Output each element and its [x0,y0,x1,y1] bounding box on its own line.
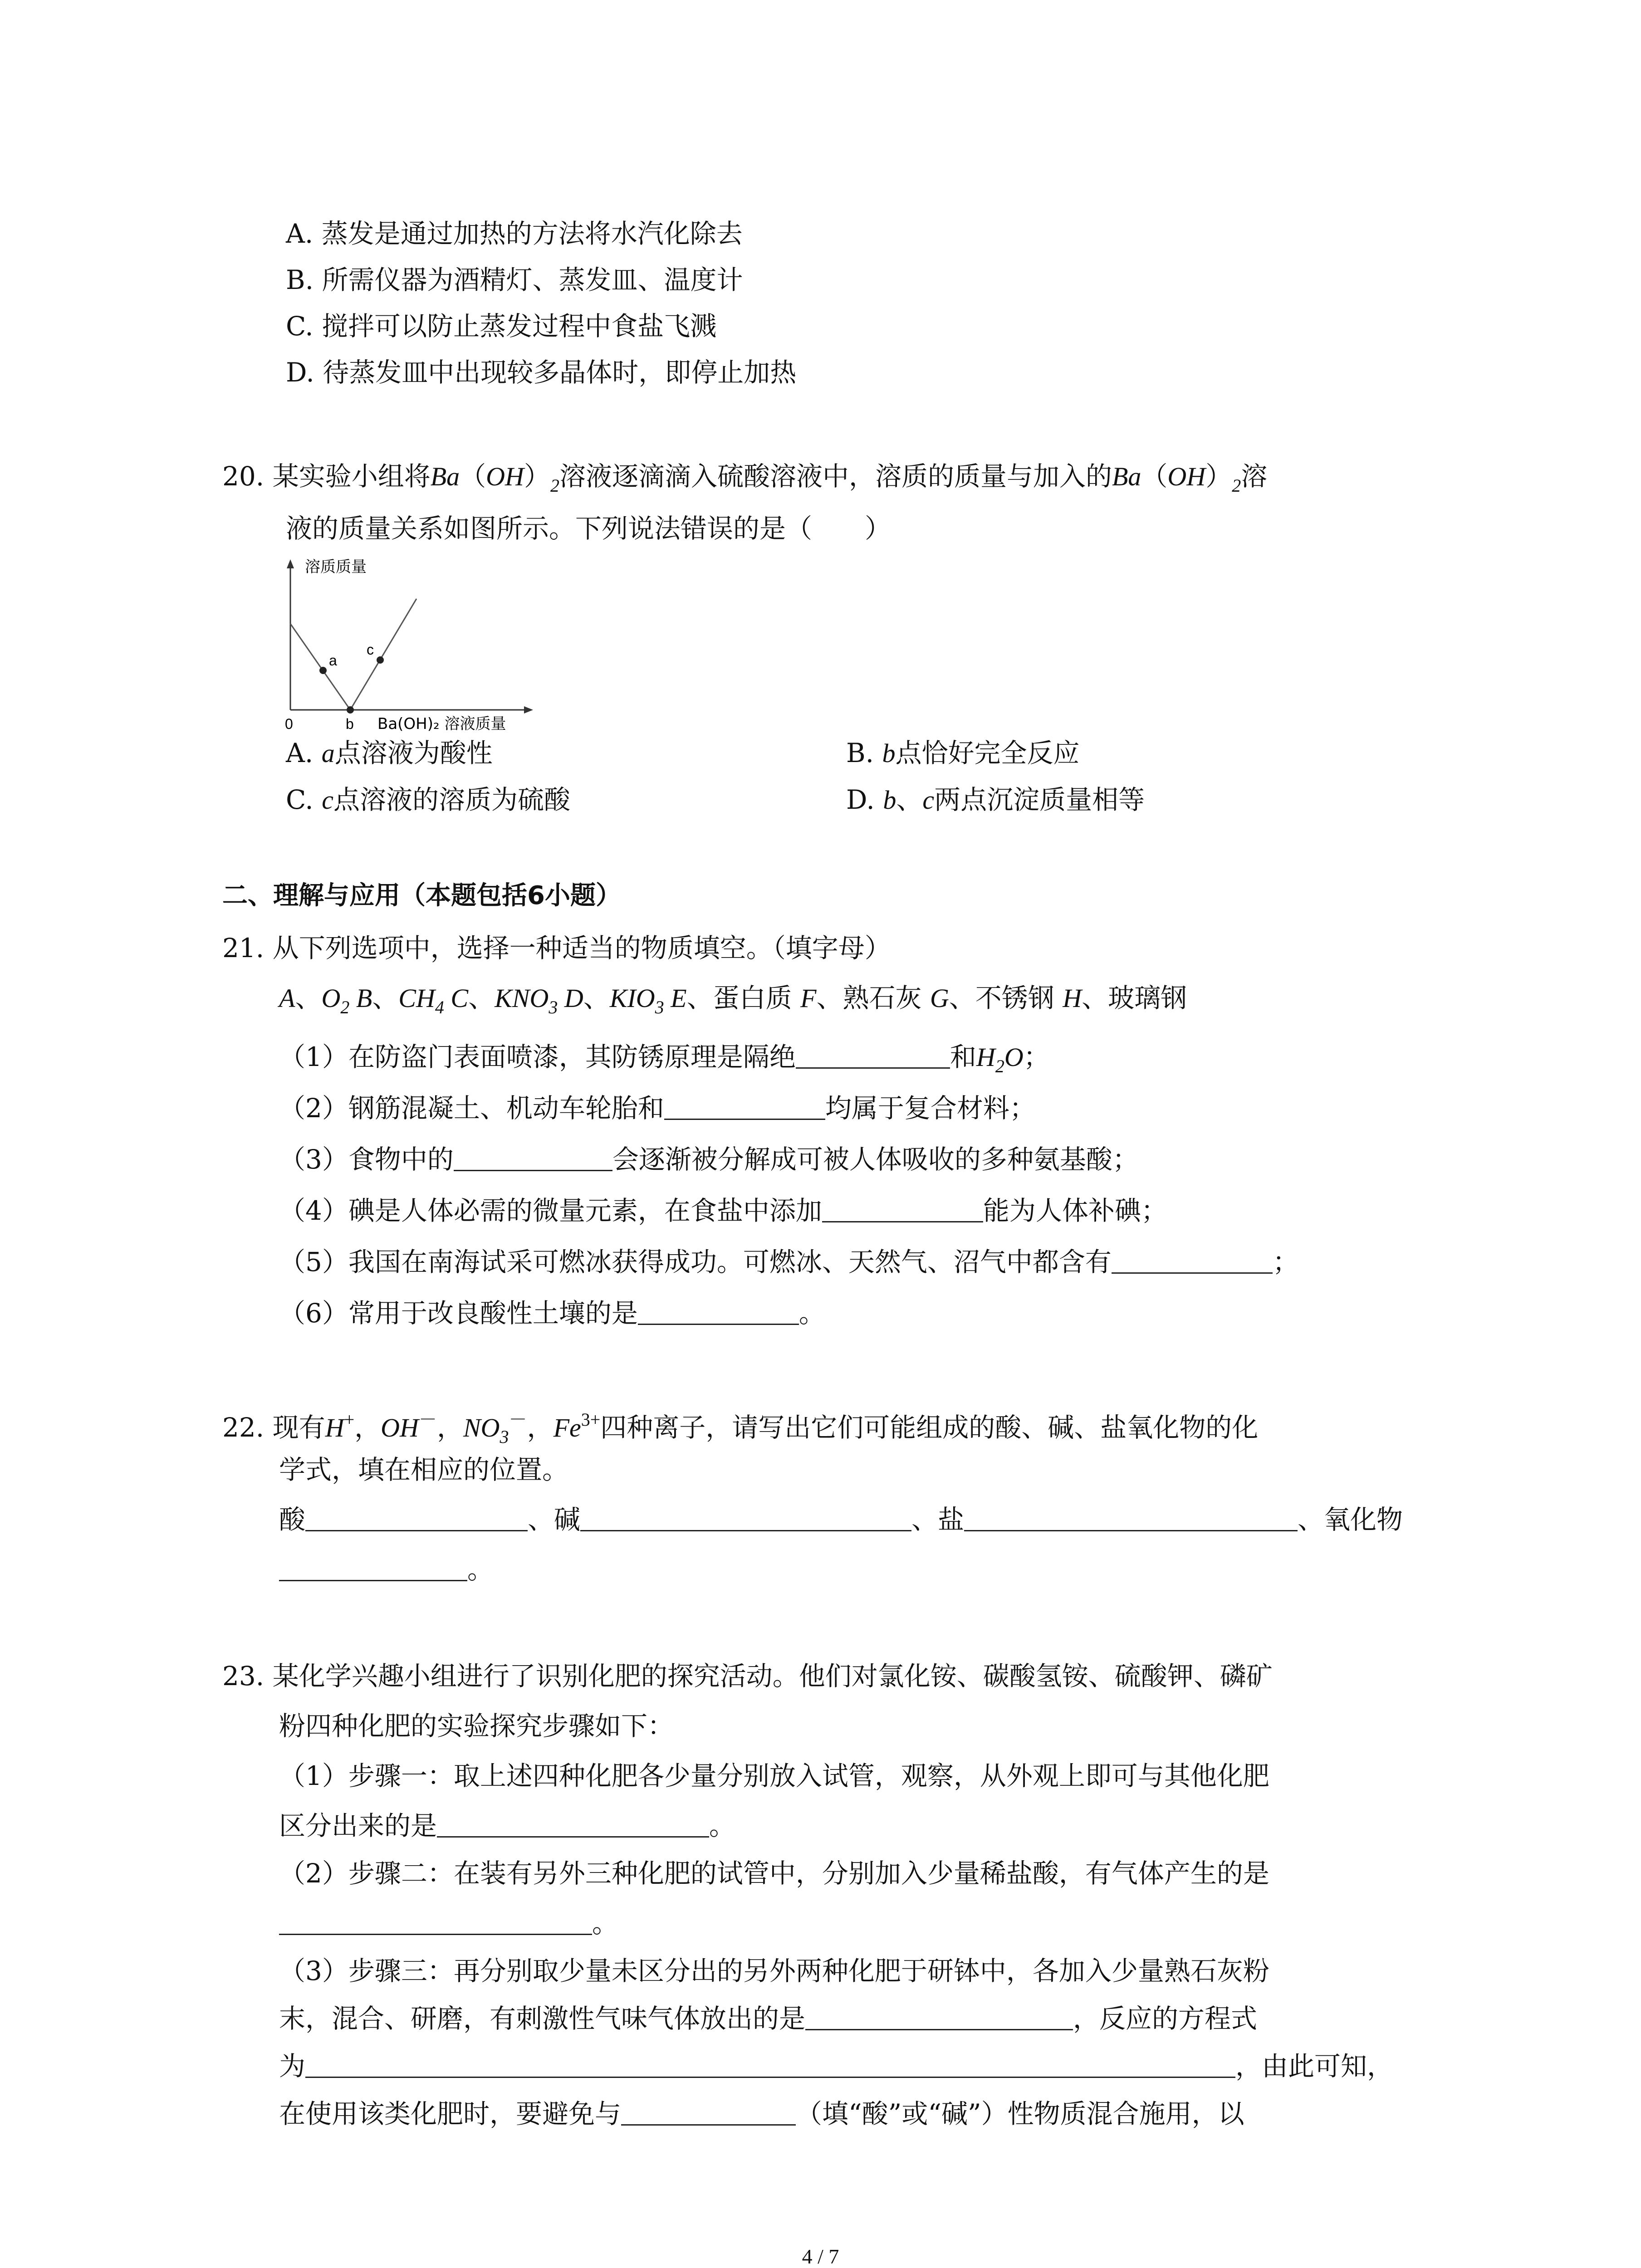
answer-blank[interactable] [454,1143,612,1171]
q23-stem-line2: 粉四种化肥的实验探究步骤如下： [279,1711,674,1741]
question-number: 22. [222,1412,265,1443]
solute-mass-curve [290,599,416,710]
question-number: 21. [222,933,265,963]
q21-part5: （5）我国在南海试采可燃冰获得成功。可燃冰、天然气、沼气中都含有 ； [279,1244,1299,1280]
section-heading: 二、理解与应用（本题包括6小题） [222,881,621,910]
q20-stem-line2: 液的质量关系如图所示。下列说法错误的是（ ） [286,513,892,544]
label-c: c [367,641,374,658]
label-origin: 0 [285,716,293,732]
q21-part4: （4）碘是人体必需的微量元素，在食盐中添加 能为人体补碘； [279,1193,1167,1229]
q21-part2: （2）钢筋混凝土、机动车轮胎和 均属于复合材料； [279,1090,1036,1126]
question-number: 23. [222,1661,265,1691]
q19-option-c: C. 搅拌可以防止蒸发过程中食盐飞溅 [286,311,717,342]
q21-part3: （3）食物中的 会逐渐被分解成可被人体吸收的多种氨基酸； [279,1141,1139,1178]
equation-blank[interactable] [305,2049,1235,2078]
q21-stem: 21. 从下列选项中，选择一种适当的物质填空。（填字母） [222,933,891,963]
q19-option-d: D. 待蒸发皿中出现较多晶体时，即停止加热 [286,357,797,388]
q22-stem-line1: 22. 现有H+，OH－，$NO_3^-$，$Fe^{3+}$四种离子，请写出它们可能组成的酸、碱、盐氧化物的化 [222,1409,1259,1447]
point-a [319,667,327,674]
label-a: a [329,652,337,669]
q20-stem-line1: 20. 某实验小组将$Ba(OH)_2$溶液逐滴滴入硫酸溶液中，溶质的质量与加入的$Ba(OH)_2$溶 [222,461,1268,496]
answer-blank[interactable] [1112,1245,1273,1274]
q20-option-d: D. b、c两点沉淀质量相等 [846,784,1145,815]
point-c [377,656,384,664]
q21-part1: （1）在防盗门表面喷漆，其防锈原理是隔绝 和$H_2O$； [279,1039,1050,1085]
q22-stem-line2: 学式，填在相应的位置。 [279,1454,569,1485]
salt-blank[interactable] [964,1503,1298,1531]
question-number: 20. [222,461,265,492]
y-axis-arrow [287,559,294,568]
q19-option-b: B. 所需仪器为酒精灯、蒸发皿、温度计 [286,264,743,295]
point-b [347,706,354,714]
q22-answers: 酸 、碱 、盐 、氧化物 [279,1501,1403,1538]
q23-step2-line2: 。 [279,1905,618,1941]
q20-option-a: A. a点溶液为酸性 [286,738,493,768]
acid-blank[interactable] [305,1503,528,1531]
q23-step1-line1: （1）步骤一：取上述四种化肥各少量分别放入试管，观察，从外观上即可与其他化肥 [279,1760,1269,1791]
q23-step3-line3: 为 ，由此可知， [279,2048,1393,2084]
q23-step3-line1: （3）步骤三：再分别取少量未区分出的另外两种化肥于研钵中，各加入少量熟石灰粉 [279,1955,1269,1986]
q23-stem-line1: 23. 某化学兴趣小组进行了识别化肥的探究活动。他们对氯化铵、碳酸氢铵、硫酸钾、磷矿 [222,1661,1273,1691]
answer-blank[interactable] [805,2002,1073,2030]
chart-xlabel: Ba(OH)₂ 溶液质量 [377,715,506,733]
q23-step3-line2: 末，混合、研磨，有刺激性气味气体放出的是 ，反应的方程式 [279,2000,1257,2037]
answer-blank[interactable] [621,2097,796,2126]
q23-step3-line4: 在使用该类化肥时，要避免与 （填“酸”或“碱”）性物质混合施用，以 [279,2096,1244,2132]
answer-blank[interactable] [796,1040,950,1069]
q22-oxide-line: 。 [279,1551,494,1588]
q21-part6: （6）常用于改良酸性土壤的是 。 [279,1295,825,1331]
answer-blank[interactable] [437,1809,709,1838]
q21-choices: A、$O_2$ B、$CH_4$ C、$KNO_3$ D、$KIO_3$ E、蛋白质 F、熟石灰 G、不锈钢 H、玻璃钢 [279,982,1187,1017]
answer-blank[interactable] [279,1906,592,1935]
q20-option-b: B. b点恰好完全反应 [846,738,1080,768]
q23-step2-line1: （2）步骤二：在装有另外三种化肥的试管中，分别加入少量稀盐酸，有气体产生的是 [279,1858,1269,1889]
x-axis-arrow [524,706,533,714]
base-blank[interactable] [580,1503,911,1531]
oxide-blank[interactable] [279,1553,467,1581]
answer-blank[interactable] [822,1194,983,1222]
label-b: b [346,716,354,732]
answer-blank[interactable] [638,1296,799,1325]
answer-blank[interactable] [664,1091,825,1120]
q20-option-c: C. c点溶液的溶质为硫酸 [286,784,570,815]
chart-ylabel: 溶质质量 [305,558,367,576]
q23-step1-line2: 区分出来的是 。 [279,1808,735,1844]
page-number: 4 / 7 [802,2245,839,2268]
q20-chart [272,556,554,737]
q19-option-a: A. 蒸发是通过加热的方法将水汽化除去 [286,218,743,249]
